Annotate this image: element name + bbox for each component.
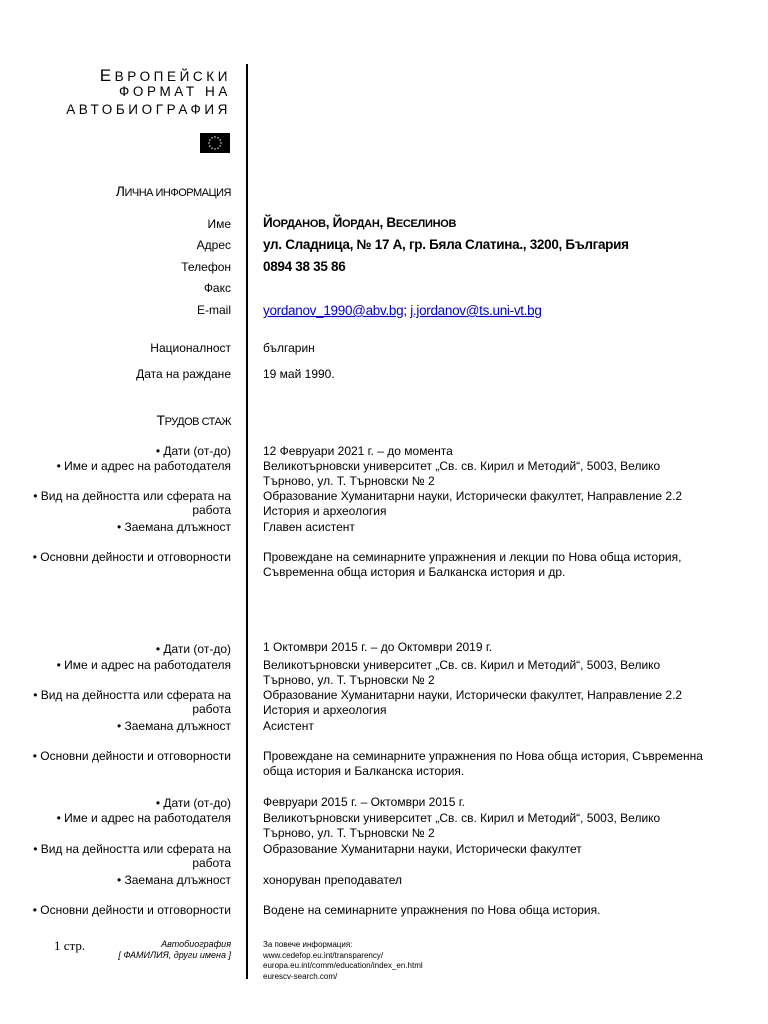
label-duties: • Основни дейности и отговорности bbox=[32, 749, 231, 763]
job-dates: 12 Февруари 2021 г. – до момента bbox=[263, 444, 453, 458]
label-dates: • Дати (от-до) bbox=[155, 444, 231, 458]
flag-star bbox=[208, 142, 209, 143]
flag-star bbox=[211, 148, 212, 149]
footer-cv-label: Автобиография bbox=[161, 939, 231, 949]
flag-star bbox=[217, 137, 218, 138]
value-birthdate: 19 май 1990. bbox=[263, 367, 335, 381]
value-email: yordanov_1990@abv.bg; j.jordanov@ts.uni-vt.bg bbox=[263, 303, 542, 318]
label-position: • Заемана длъжност bbox=[116, 873, 231, 887]
cv-title-line1: ЕВРОПЕЙСКИ bbox=[99, 66, 231, 85]
label-phone: Телефон bbox=[181, 260, 231, 274]
email-link-2[interactable]: j.jordanov@ts.uni-vt.bg bbox=[410, 303, 542, 318]
job-activity: Образование Хуманитарни науки, Исторически факултет, Направление 2.2 История и археология bbox=[263, 688, 683, 717]
footer-link-europa[interactable]: europa.eu.int/comm/education/index_en.html bbox=[263, 961, 423, 970]
flag-star bbox=[220, 145, 221, 146]
job-activity: Образование Хуманитарни науки, Исторически факултет bbox=[263, 842, 582, 856]
cv-title-line2: ФОРМАТ НА bbox=[119, 84, 231, 99]
job-duties: Водене на семинарните упражнения по Нова обща история. bbox=[263, 903, 601, 917]
job-position: Главен асистент bbox=[263, 520, 355, 534]
label-duties: • Основни дейности и отговорности bbox=[32, 550, 231, 564]
label-activity: • Вид на дейността или сферата на работа bbox=[33, 688, 231, 716]
label-dates: • Дати (от-до) bbox=[155, 796, 231, 810]
job-duties: Провеждане на семинарните упражнения по Нова обща история, Съвременна обща история и Балканска история. bbox=[263, 749, 703, 778]
page-number: 1 стр. bbox=[54, 938, 86, 953]
label-fax: Факс bbox=[203, 281, 231, 295]
footer-link-eurescv[interactable]: eurescv-search.com/ bbox=[263, 971, 338, 981]
eu-flag-icon bbox=[200, 133, 230, 153]
section-work-experience: ТРУДОВ СТАЖ bbox=[156, 412, 231, 428]
value-phone: 0894 38 35 86 bbox=[263, 259, 346, 274]
value-name: ЙОРДАНОВ, ЙОРДАН, ВЕСЕЛИНОВ bbox=[263, 215, 457, 230]
job-duties: Провеждане на семинарните упражнения и лекции по Нова обща история, Съвременна обща история и Балканска история и др. bbox=[263, 550, 682, 579]
label-name: Име bbox=[207, 217, 231, 231]
flag-star bbox=[220, 139, 221, 140]
label-employer: • Име и адрес на работодателя bbox=[56, 459, 231, 473]
job-activity: Образование Хуманитарни науки, Исторически факултет, Направление 2.2 История и археология bbox=[263, 489, 683, 518]
flag-star bbox=[209, 139, 210, 140]
label-employer: • Име и адрес на работодателя bbox=[56, 811, 231, 825]
job-dates: Февруари 2015 г. – Октомври 2015 г. bbox=[263, 795, 465, 809]
label-birthdate: Дата на раждане bbox=[136, 367, 231, 381]
label-duties: • Основни дейности и отговорности bbox=[32, 903, 231, 917]
label-activity: • Вид на дейността или сферата на работа bbox=[33, 489, 231, 517]
job-employer: Великотърновски университет „Св. св. Кирил и Методий“, 5003, Велико Търново, ул. Т. Търновски № 2 bbox=[263, 811, 661, 840]
job-position: хоноруван преподавател bbox=[263, 873, 402, 887]
label-position: • Заемана длъжност bbox=[116, 719, 231, 733]
label-position: • Заемана длъжност bbox=[116, 520, 231, 534]
value-address: ул. Сладница, № 17 А, гр. Бяла Слатина., 3200, България bbox=[263, 237, 629, 252]
footer-link-cedefop[interactable]: www.cedefop.eu.int/transparency/ bbox=[263, 950, 384, 960]
footer-name-placeholder: [ ФАМИЛИЯ, други имена ] bbox=[118, 950, 231, 960]
label-address: Адрес bbox=[196, 238, 231, 252]
value-nationality: българин bbox=[263, 341, 315, 355]
job-employer: Великотърновски университет „Св. св. Кирил и Методий“, 5003, Велико Търново, ул. Т. Търновски № 2 bbox=[263, 459, 661, 488]
email-link-1[interactable]: yordanov_1990@abv.bg bbox=[263, 303, 404, 318]
flag-star bbox=[217, 148, 218, 149]
label-activity: • Вид на дейността или сферата на работа bbox=[33, 842, 231, 870]
job-position: Асистент bbox=[263, 719, 314, 733]
job-employer: Великотърновски университет „Св. св. Кирил и Методий“, 5003, Велико Търново, ул. Т. Търновски № 2 bbox=[263, 658, 661, 687]
flag-star bbox=[209, 145, 210, 146]
cv-title-line3: АВТОБИОГРАФИЯ bbox=[66, 102, 231, 117]
footer-info-title: За повече информация: bbox=[263, 940, 353, 949]
footer-info bbox=[263, 940, 423, 982]
label-employer: • Име и адрес на работодателя bbox=[56, 658, 231, 672]
label-dates: • Дати (от-до) bbox=[155, 642, 231, 656]
label-email: E-mail bbox=[196, 303, 231, 317]
flag-star bbox=[214, 148, 215, 149]
job-dates: 1 Октомври 2015 г. – до Октомври 2019 г. bbox=[263, 640, 493, 654]
flag-star bbox=[214, 136, 215, 137]
flag-star bbox=[211, 137, 212, 138]
section-personal-info: ЛИЧНА ИНФОРМАЦИЯ bbox=[115, 183, 231, 199]
flag-star bbox=[220, 142, 221, 143]
column-divider bbox=[246, 64, 248, 979]
label-nationality: Националност bbox=[150, 341, 231, 355]
